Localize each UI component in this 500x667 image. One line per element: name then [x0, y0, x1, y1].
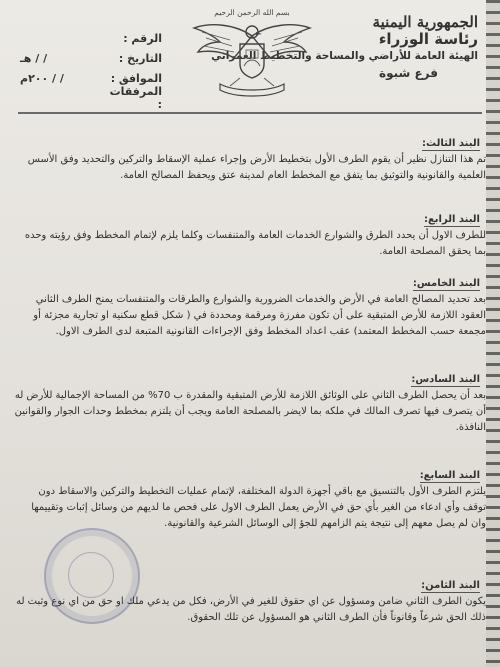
clause-3-body: تم هذا التنازل نظير أن يقوم الطرف الأول بتخطيط الأرض وإجراء عملية الإسقاط والتركين والتحديد وفق الأسس العلمية والقانونية والتوثيق بما يتفق مع المخطط العام لمدينة عتق ويحفظ المصالح العامة. [27, 154, 486, 181]
clause-7-title: البند السابع: [419, 470, 480, 481]
clause-5-body: بعد تحديد المصالح العامة في الأرض والخدمات الضرورية والشوارع والطرقات والمتنفسات يمنح الطرف الثاني العقود اللازمة للأرض المتبقية على أن تكون مفرزة ومرقمة ومحددة في ( شكل قطع سكنية او تجارية مجزئة أو مجمعة حسب المخطط المعتمد) عقب اعداد المخطط وفق الإجراءات القانونية المتبعة لدى الطرف الاول. [33, 294, 486, 337]
clause-6-body: بعد أن يحصل الطرف الثاني على الوثائق اللازمة للأرض المتبقية والمقدرة ب 70% من المساحة الإجمالية للأرض له أن يتصرف فيها تصرف المالك في ملكه بما لايضر بالمصلحة العامة ويجب أن يلتزم بمخطط وحدات الجوار والقوانين النافذة. [14, 390, 486, 433]
letterhead-issuer [211, 13, 478, 82]
hijri-date-row [12, 48, 162, 68]
gregorian-date-value: / / ٢٠٠م [20, 71, 64, 85]
official-stamp-icon [44, 528, 140, 624]
clause-7-body: يلتزم الطرف الأول بالتنسيق مع باقي أجهزة الدولة المختلفة، لإتمام عمليات التخطيط والتركين والاسقاط دون توقف وأي ادعاء من الغير بأي حق في الأرض يعمل الطرف الاول على فحص ما لديهم من وسائل إثبات وتقييمها وان لم يصل معهم إلى نتيجة يتم الزامهم للجؤ إلى الوسائل الشرعية والقانونية. [31, 486, 486, 529]
clause-5-title: البند الخامس: [412, 278, 480, 289]
gregorian-date-label: الموافق : [110, 71, 162, 85]
ref-number-row [12, 28, 162, 48]
clause-4-title: البند الرابع: [423, 214, 480, 225]
clause-4-body: للطرف الاول أن يحدد الطرق والشوارع الخدمات العامة والمتنفسات وكلما يلزم لإتمام المخطط وفق رؤيته وحده بما يحقق المصلحة العامة. [24, 230, 486, 257]
hijri-date-value: / / هـ [20, 51, 48, 65]
eagle-emblem-icon [190, 6, 314, 102]
branch-name: فرع شبوة [378, 66, 438, 80]
reference-fields [12, 28, 162, 111]
clause-8-body: يكون الطرف الثاني ضامن ومسؤول عن اي حقوق للغير في الأرض، فكل من يدعي ملك او حق من اي نوع وثبت له ذلك الحق شرعاً وقانوناً فأن الطرف الثاني هو المسؤول عن تلك الحقوق. [16, 596, 486, 623]
clause-6-title: البند السادس: [411, 374, 480, 385]
clause-3-title: البند الثالث: [422, 138, 480, 149]
authority-name: الهيئة العامة للأراضي والمساحة والتخطيط العمراني [211, 50, 478, 62]
clause-6 [14, 374, 486, 436]
attachments-label: المرفقات : [109, 85, 162, 111]
header-divider [18, 112, 482, 114]
ministry-name: رئاسة الوزراء [378, 30, 478, 48]
letterhead [0, 0, 500, 110]
clause-8-title: البند الثامن: [421, 580, 480, 591]
basmala-text: بسم الله الرحمن الرحيم [214, 8, 290, 17]
clause-4 [14, 214, 486, 260]
clause-7 [14, 470, 486, 532]
attachments-row [12, 85, 162, 111]
clause-3 [14, 138, 486, 184]
hijri-date-label: التاريخ : [118, 51, 162, 65]
clause-5 [14, 278, 486, 340]
ref-number-label: الرقم : [123, 31, 162, 45]
country-name: الجمهورية اليمنية [372, 13, 478, 31]
